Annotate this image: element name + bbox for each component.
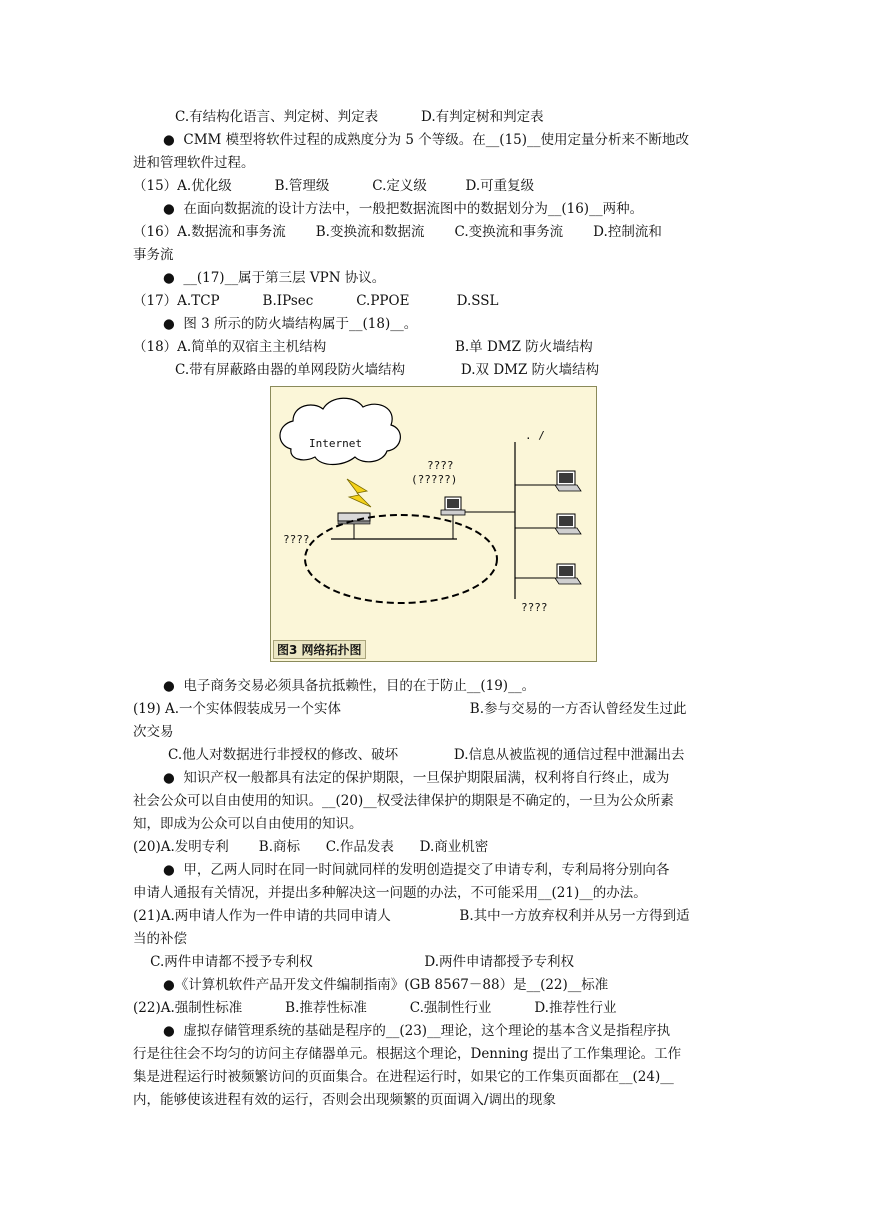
corner-mark: . / [525,429,545,442]
laptop-icon [555,514,581,534]
router-label: ???? [283,533,310,546]
text-line: （17）A.TCP B.IPsec C.PPOE D.SSL [133,293,499,309]
text-line: ● __(17)__属于第三层 VPN 协议。 [163,270,386,286]
text-line: 行是往往会不均匀的访问主存储器单元。根据这个理论，Denning 提出了工作集理论。工作 [133,1046,682,1062]
text-line: 事务流 [133,247,174,263]
text-line: (22)A.强制性标准 B.推荐性标准 C.强制性行业 D.推荐性行业 [133,1000,617,1016]
text-line: （16）A.数据流和事务流 B.变换流和数据流 C.变换流和事务流 D.控制流和 [133,224,662,240]
text-line: 当的补偿 [133,931,187,947]
text-line: ● 在面向数据流的设计方法中，一般把数据流图中的数据划分为__(16)__两种。 [163,201,644,217]
text-line: C.两件申请都不授予专利权 D.两件申请都授予专利权 [133,954,575,970]
text-line: ● 虚拟存储管理系统的基础是程序的__(23)__理论，这个理论的基本含义是指程序执 [163,1023,671,1039]
text-line: 进和管理软件过程。 [133,155,255,171]
text-line: 内，能够使该进程有效的运行，否则会出现频繁的页面调入/调出的现象 [133,1092,557,1108]
text-line: ● CMM 模型将软件过程的成熟度分为 5 个等级。在__(15)__使用定量分析来不断地改 [163,132,690,148]
text-line: 知，即成为公众可以自由使用的知识。 [133,816,363,832]
lightning-icon [347,479,371,507]
text-line: ● 甲，乙两人同时在同一时间就同样的发明创造提交了申请专利，专利局将分别向各 [163,862,670,878]
text-line: (19) A.一个实体假装成另一个实体 B.参与交易的一方否认曾经发生过此 [133,701,687,717]
text-line: ● 电子商务交易必须具备抗抵赖性，目的在于防止__(19)__。 [163,678,536,694]
internet-label: Internet [309,437,362,450]
host-label-top: ???? [427,459,454,472]
router-icon [338,513,370,539]
text-line: （15）A.优化级 B.管理级 C.定义级 D.可重复级 [133,178,535,194]
internet-cloud-icon [280,398,400,464]
network-segment-ellipse [305,515,497,603]
network-topology-figure [270,386,597,662]
text-line: 社会公众可以自由使用的知识。__(20)__权受法律保护的期限是不确定的，一旦为公众所素 [133,793,674,809]
text-line: (21)A.两申请人作为一件申请的共同申请人 B.其中一方放弃权利并从另一方得到适 [133,908,690,924]
host-label-bottom: (?????) [411,473,458,486]
text-line: (20)A.发明专利 B.商标 C.作品发表 D.商业机密 [133,839,489,855]
text-line: （18）A.简单的双宿主主机结构 B.单 DMZ 防火墙结构 [133,339,593,355]
text-line: 申请人通报有关情况，并提出多种解决这一问题的办法，不可能采用__(21)__的办法。 [133,885,647,901]
text-line: C.有结构化语言、判定树、判定表 D.有判定树和判定表 [175,109,544,125]
text-line: ● 知识产权一般都具有法定的保护期限，一旦保护期限届满，权利将自行终止，成为 [163,770,670,786]
text-line: C.他人对数据进行非授权的修改、破坏 D.信息从被监视的通信过程中泄漏出去 [168,747,685,763]
text-line: ● 图 3 所示的防火墙结构属于__(18)__。 [163,316,418,332]
figure-caption: 图3 网络拓扑图 [273,640,366,659]
text-line: 次交易 [133,724,174,740]
dmz-label: ???? [521,601,548,614]
text-line: C.带有屏蔽路由器的单网段防火墙结构 D.双 DMZ 防火墙结构 [175,362,600,378]
laptop-icon [555,564,581,584]
text-line: ●《计算机软件产品开发文件编制指南》(GB 8567－88）是__(22)__标准 [163,977,609,993]
text-line: 集是进程运行时被频繁访问的页面集合。在进程运行时，如果它的工作集页面都在__(24)__ [133,1069,674,1085]
laptop-icon [555,471,581,491]
topology-diagram [271,387,596,661]
